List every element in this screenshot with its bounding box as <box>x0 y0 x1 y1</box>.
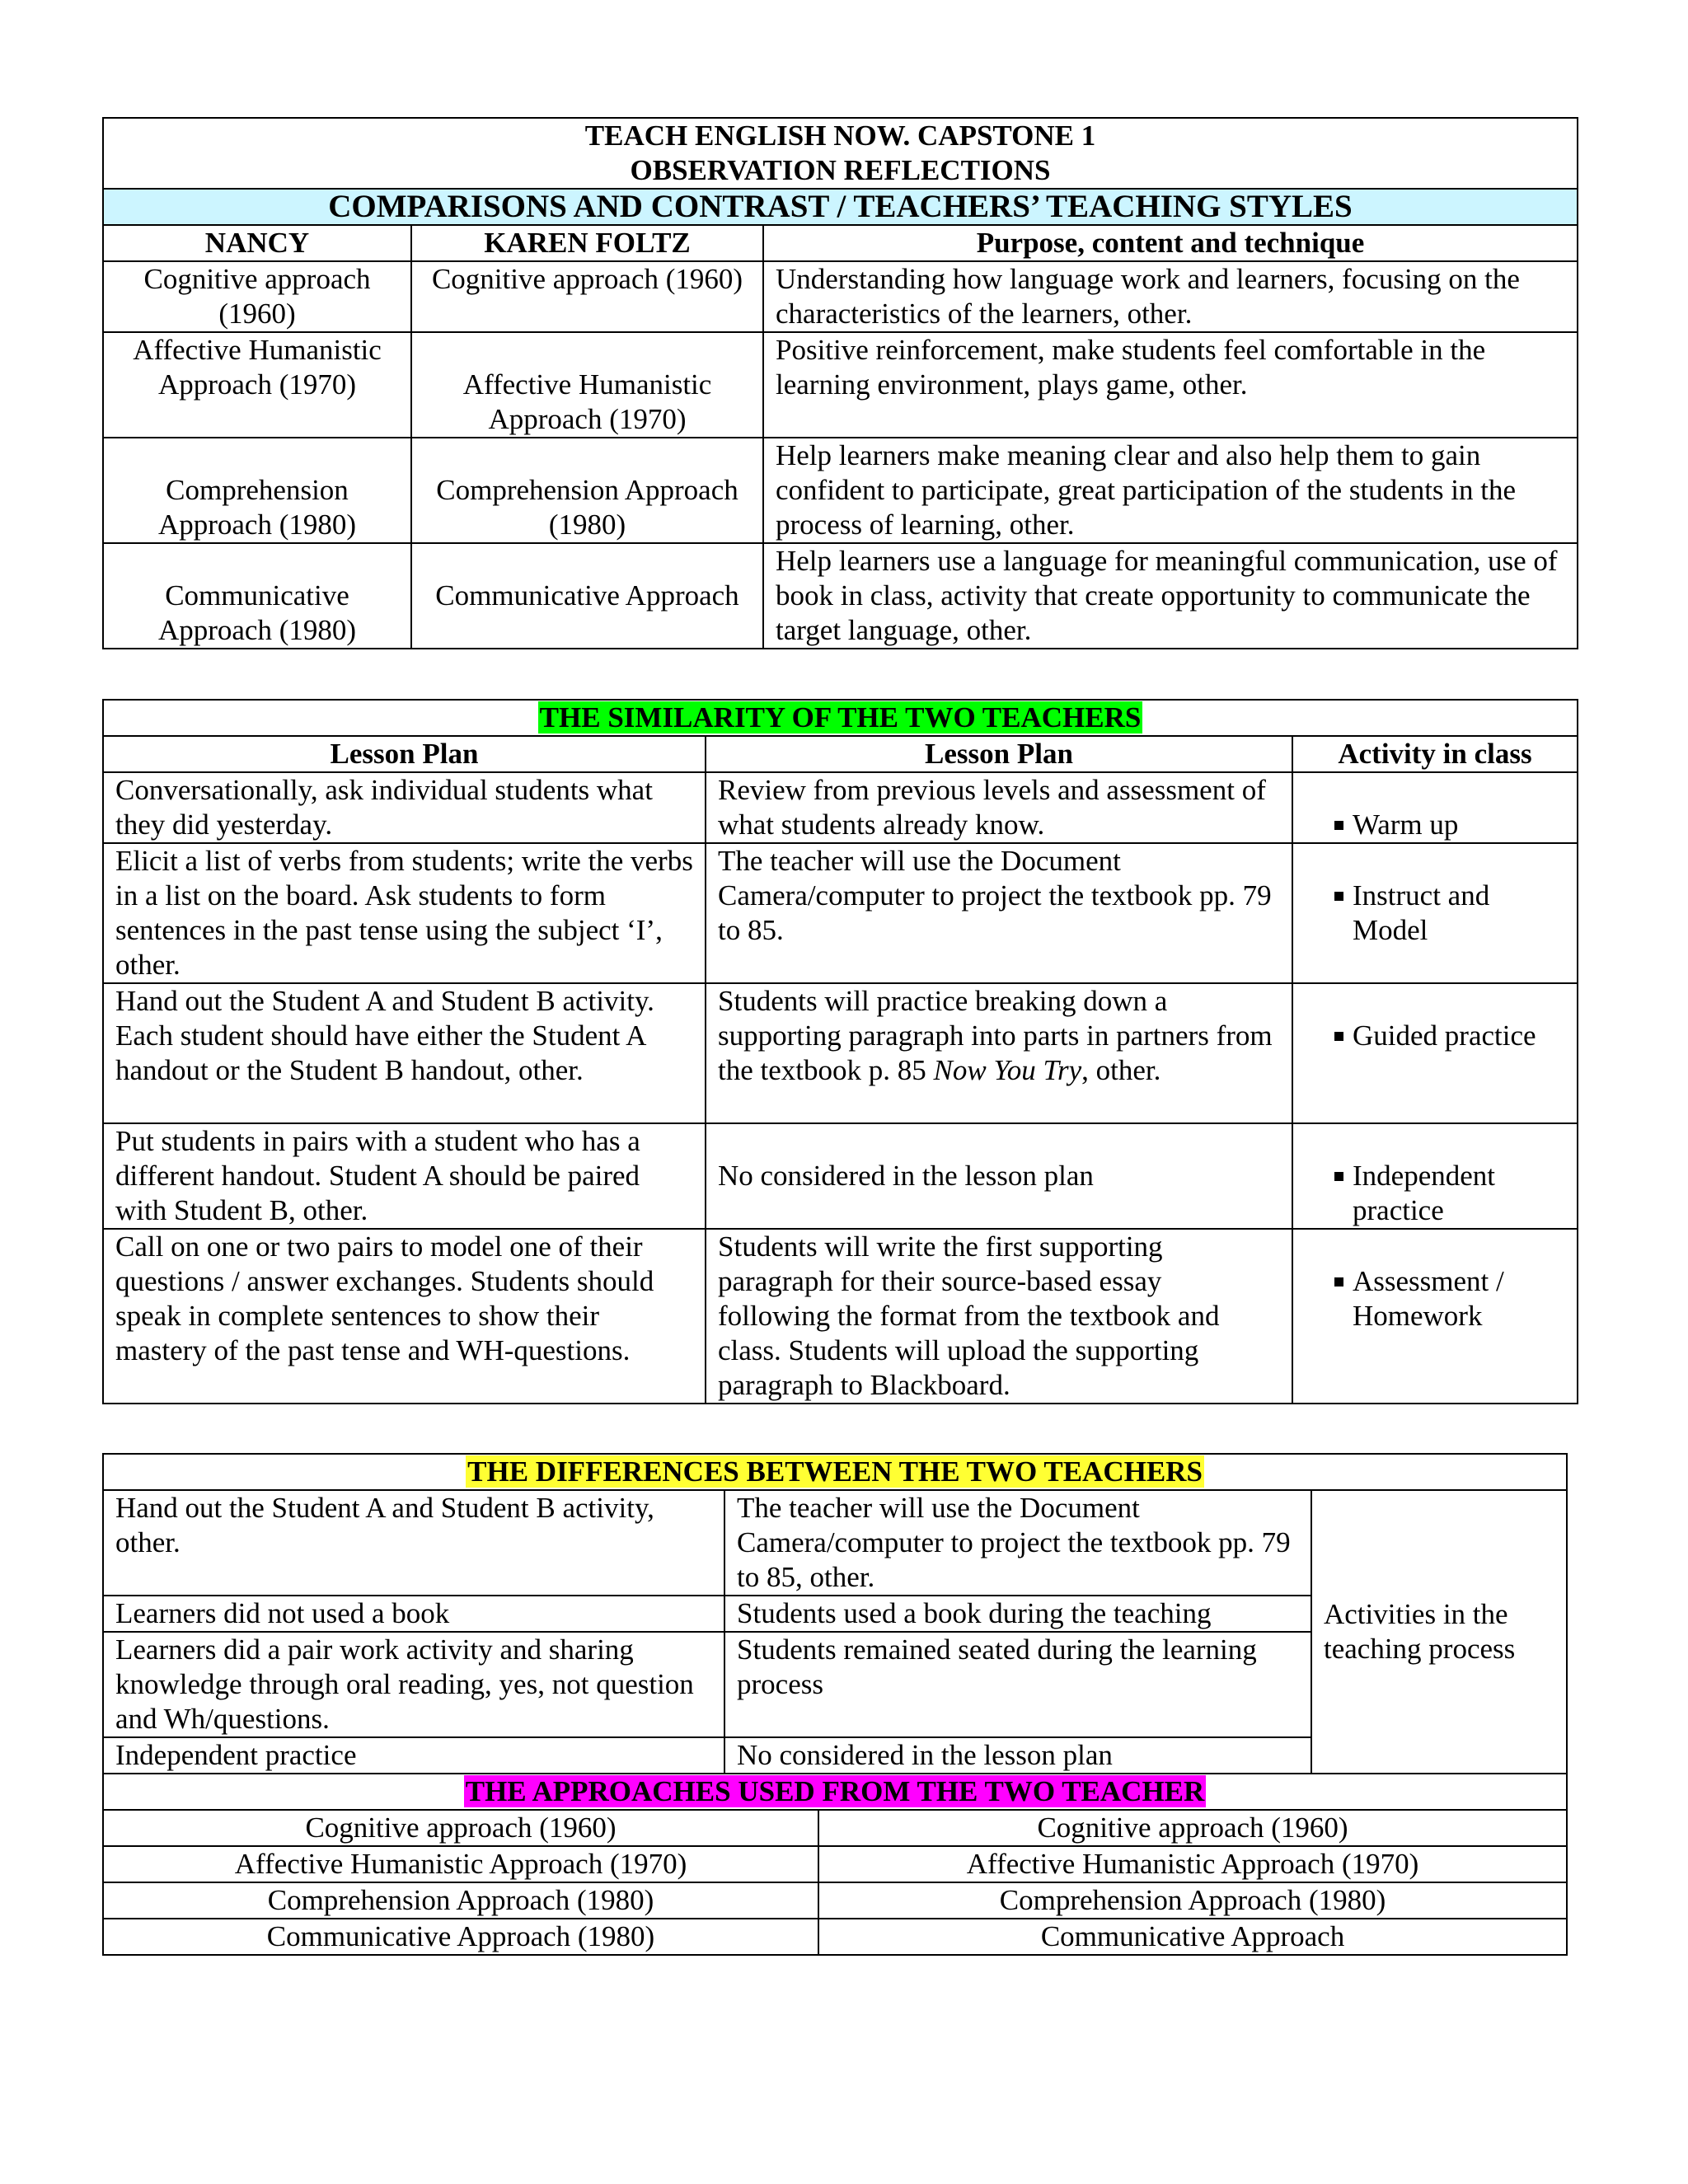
activity-label: Guided practice <box>1353 1019 1536 1052</box>
karen-difference-cell: No considered in the lesson plan <box>724 1737 1311 1774</box>
karen-plan-cell: Review from previous levels and assessment of what students already know. <box>706 772 1292 843</box>
karen-plan-cell: The teacher will use the Document Camera/computer to project the textbook pp. 79 to 85. <box>706 843 1292 983</box>
approaches-title: THE APPROACHES USED FROM THE TWO TEACHER <box>465 1775 1205 1807</box>
table-title-row <box>103 118 1578 189</box>
activity-label: Instruct and Model <box>1353 879 1490 946</box>
karen-difference-cell: Students used a book during the teaching <box>724 1596 1311 1632</box>
table-row <box>103 1810 1567 1846</box>
activity-label: Warm up <box>1353 808 1459 841</box>
nancy-cell: Affective Humanistic Approach (1970) <box>103 332 411 438</box>
activity-cell <box>1292 983 1578 1123</box>
header-lesson-plan-right: Lesson Plan <box>706 736 1292 772</box>
nancy-cell: Cognitive approach (1960) <box>103 261 411 332</box>
header-purpose: Purpose, content and technique <box>763 225 1578 261</box>
differences-side-label: Activities in the teaching process <box>1311 1490 1567 1774</box>
similarity-table <box>102 699 1578 1404</box>
comparison-table <box>102 117 1578 649</box>
nancy-approach-cell: Communicative Approach (1980) <box>103 1919 818 1955</box>
karen-plan-cell: No considered in the lesson plan <box>706 1123 1292 1229</box>
activity-cell <box>1292 1229 1578 1404</box>
purpose-cell: Help learners use a language for meaningful communication, use of book in class, activity that create opportunity to communicate the target language, other. <box>763 543 1578 649</box>
karen-approach-cell: Affective Humanistic Approach (1970) <box>818 1846 1567 1882</box>
table-row <box>103 543 1578 649</box>
bullet-icon <box>1334 892 1343 901</box>
table-row <box>103 1919 1567 1955</box>
karen-difference-cell: Students remained seated during the learning process <box>724 1632 1311 1737</box>
nancy-difference-cell: Hand out the Student A and Student B activity, other. <box>103 1490 724 1596</box>
nancy-approach-cell: Affective Humanistic Approach (1970) <box>103 1846 818 1882</box>
activity-cell <box>1292 843 1578 983</box>
nancy-plan-cell: Call on one or two pairs to model one of their questions / answer exchanges. Students should speak in complete sentences to show their mastery of the past tense and WH-questions. <box>103 1229 706 1404</box>
karen-cell: Comprehension Approach (1980) <box>411 438 763 543</box>
table-header-row <box>103 225 1578 261</box>
karen-approach-cell: Cognitive approach (1960) <box>818 1810 1567 1846</box>
table-row <box>103 332 1578 438</box>
karen-approach-cell: Comprehension Approach (1980) <box>818 1882 1567 1919</box>
activity-cell <box>1292 1123 1578 1229</box>
section-heading-row <box>103 189 1578 225</box>
nancy-difference-cell: Independent practice <box>103 1737 724 1774</box>
approaches-title-row <box>103 1774 1567 1810</box>
purpose-cell: Help learners make meaning clear and also help them to gain confident to participate, great participation of the students in the process of learning, other. <box>763 438 1578 543</box>
nancy-approach-cell: Cognitive approach (1960) <box>103 1810 818 1846</box>
header-activity: Activity in class <box>1292 736 1578 772</box>
table-row <box>103 438 1578 543</box>
nancy-plan-cell: Elicit a list of verbs from students; write the verbs in a list on the board. Ask students to form sentences in the past tense using the subject ‘I’, other. <box>103 843 706 983</box>
table-row <box>103 1229 1578 1404</box>
nancy-cell: Comprehension Approach (1980) <box>103 438 411 543</box>
purpose-cell: Positive reinforcement, make students feel comfortable in the learning environment, plays game, other. <box>763 332 1578 438</box>
activity-label: Independent practice <box>1353 1160 1495 1226</box>
table-row <box>103 1846 1567 1882</box>
purpose-cell: Understanding how language work and learners, focusing on the characteristics of the learners, other. <box>763 261 1578 332</box>
karen-cell: Affective Humanistic Approach (1970) <box>411 332 763 438</box>
table-row <box>103 772 1578 843</box>
table-row <box>103 843 1578 983</box>
bullet-icon <box>1334 1172 1343 1181</box>
activity-cell <box>1292 772 1578 843</box>
header-nancy: NANCY <box>103 225 411 261</box>
table-row <box>103 261 1578 332</box>
nancy-difference-cell: Learners did a pair work activity and sharing knowledge through oral reading, yes, not question and Wh/questions. <box>103 1632 724 1737</box>
karen-cell: Communicative Approach <box>411 543 763 649</box>
header-lesson-plan-left: Lesson Plan <box>103 736 706 772</box>
table-row <box>103 1490 1567 1596</box>
bullet-icon <box>1334 1277 1343 1286</box>
nancy-cell: Communicative Approach (1980) <box>103 543 411 649</box>
karen-plan-cell: Students will write the first supporting paragraph for their source-based essay following the format from the textbook and class. Students will upload the supporting paragraph to Blackboard. <box>706 1229 1292 1404</box>
differences-title: THE DIFFERENCES BETWEEN THE TWO TEACHERS <box>467 1455 1203 1488</box>
table-title-row <box>103 1454 1567 1490</box>
section-heading: COMPARISONS AND CONTRAST / TEACHERS’ TEACHING STYLES <box>103 189 1578 225</box>
nancy-plan-cell: Put students in pairs with a student who has a different handout. Student A should be paired with Student B, other. <box>103 1123 706 1229</box>
table-row <box>103 983 1578 1123</box>
bullet-icon <box>1334 821 1343 830</box>
nancy-difference-cell: Learners did not used a book <box>103 1596 724 1632</box>
nancy-plan-cell: Hand out the Student A and Student B activity. Each student should have either the Student A handout or the Student B handout, other. <box>103 983 706 1123</box>
table-header-row <box>103 736 1578 772</box>
karen-approach-cell: Communicative Approach <box>818 1919 1567 1955</box>
activity-label: Assessment / Homework <box>1353 1265 1504 1332</box>
karen-plan-cell: Students will practice breaking down a supporting paragraph into parts in partners from the textbook p. 85 Now You Try, other. <box>706 983 1292 1123</box>
table-row <box>103 1123 1578 1229</box>
similarity-title: THE SIMILARITY OF THE TWO TEACHERS <box>539 701 1142 733</box>
nancy-approach-cell: Comprehension Approach (1980) <box>103 1882 818 1919</box>
karen-difference-cell: The teacher will use the Document Camera/computer to project the textbook pp. 79 to 85, other. <box>724 1490 1311 1596</box>
karen-cell: Cognitive approach (1960) <box>411 261 763 332</box>
nancy-plan-cell: Conversationally, ask individual students what they did yesterday. <box>103 772 706 843</box>
table-title-row <box>103 700 1578 736</box>
bullet-icon <box>1334 1032 1343 1041</box>
table-row <box>103 1882 1567 1919</box>
document-subtitle: OBSERVATION REFLECTIONS <box>630 154 1051 186</box>
document-title: TEACH ENGLISH NOW. CAPSTONE 1 <box>584 120 1096 152</box>
differences-table <box>102 1453 1568 1956</box>
header-karen-foltz: KAREN FOLTZ <box>411 225 763 261</box>
